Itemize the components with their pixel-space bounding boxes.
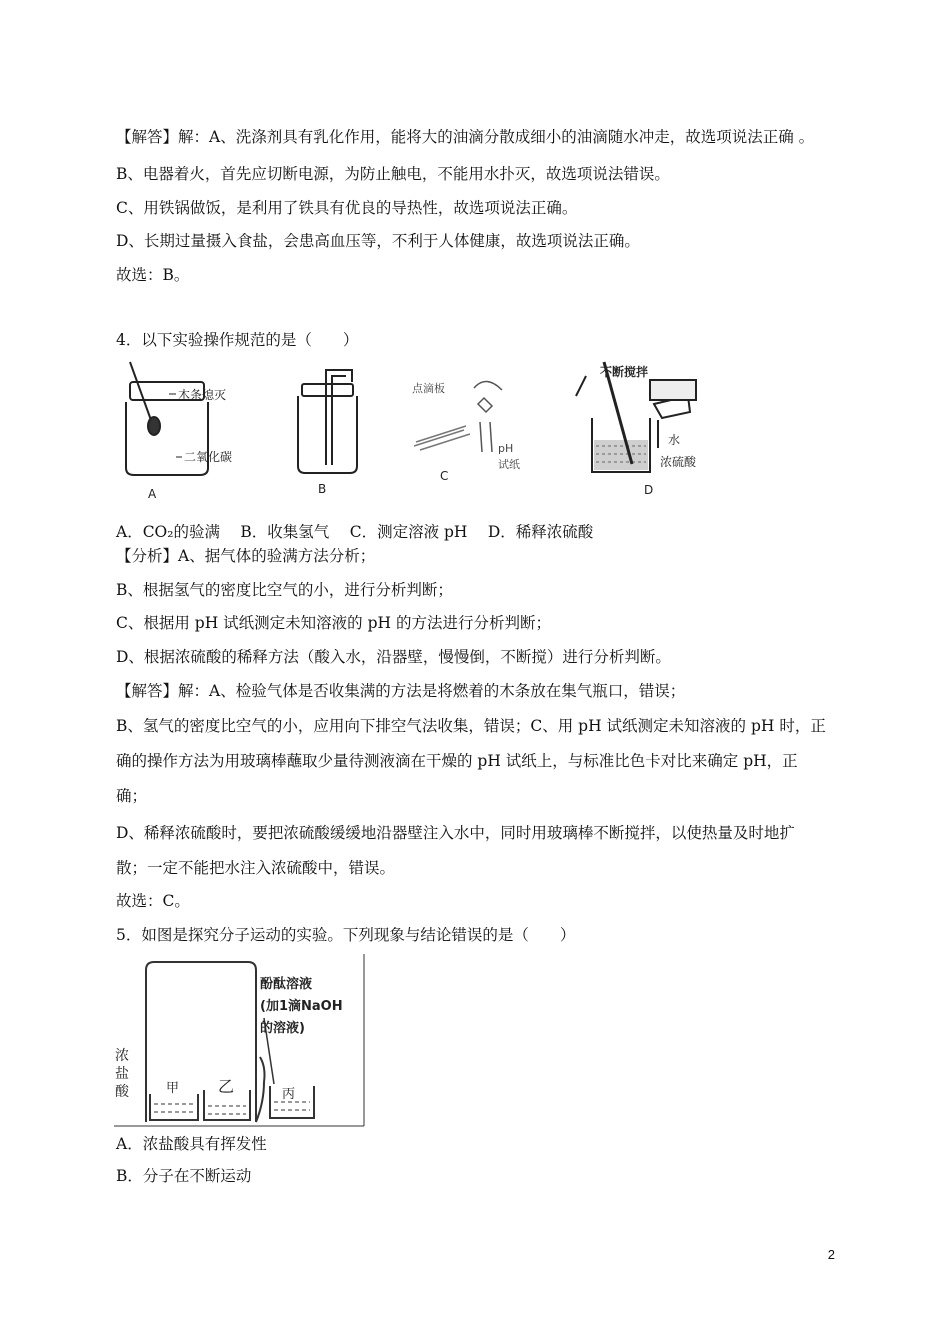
q4-answer-line-3: 确的操作方法为用玻璃棒蘸取少量待测液滴在干燥的 pH 试纸上，与标准比色卡对比来确定 pH，正: [116, 752, 798, 770]
a-label-splint: 木条熄灭: [178, 388, 227, 402]
q5-side-label-2: 盐: [115, 1066, 129, 1082]
q4-question: 4．以下实验操作规范的是（ ）: [116, 331, 359, 349]
q5-side-label-1: 浓: [115, 1048, 129, 1064]
q4-answer-line-5: D、稀释浓硫酸时，要把浓硫酸缓缓地沿器壁注入水中，同时用玻璃棒不断搅拌，以使热量及时地扩: [116, 824, 795, 842]
q4-figure: [114, 360, 704, 502]
q5-reagent-line-1: 酚酞溶液: [260, 977, 313, 992]
q3-answer-line-2: B、电器着火，首先应切断电源，为防止触电，不能用水扑灭，故选项说法错误。: [116, 165, 670, 183]
c-label-ph: pH: [498, 442, 514, 455]
figure-b-gas-jar: [298, 370, 357, 473]
d-label-stir: 不断搅拌: [600, 365, 649, 379]
q4-figure-drawing: [114, 360, 704, 502]
q5-beaker-label-jia: 甲: [166, 1081, 180, 1096]
q4-analysis-line-4: D、根据浓硫酸的稀释方法（酸入水，沿器壁，慢慢倒，不断搅）进行分析判断。: [116, 648, 671, 666]
q3-answer-line-4: D、长期过量摄入食盐，会患高血压等，不利于人体健康，故选项说法正确。: [116, 232, 640, 250]
q5-reagent-line-3: 的溶液): [260, 1021, 305, 1036]
q3-answer-line-3: C、用铁锅做饭，是利用了铁具有优良的导热性，故选项说法正确。: [116, 199, 578, 217]
d-label-water: 水: [668, 433, 681, 447]
q5-option-b: B．分子在不断运动: [116, 1167, 252, 1185]
q4-answer-line-4: 确；: [116, 787, 148, 805]
beaker-jia: [150, 1094, 198, 1120]
q4-analysis-line-3: C、根据用 pH 试纸测定未知溶液的 pH 的方法进行分析判断；: [116, 614, 551, 632]
q5-side-label-3: 酸: [115, 1084, 129, 1100]
q4-analysis-line-2: B、根据氢气的密度比空气的小，进行分析判断；: [116, 581, 453, 599]
q4-answer-line-1: 【解答】解：A、检验气体是否收集满的方法是将燃着的木条放在集气瓶口，错误；: [116, 682, 686, 700]
q5-figure-drawing: [114, 952, 368, 1128]
q5-reagent-line-2: (加1滴NaOH: [260, 999, 343, 1014]
c-label-plate: 点滴板: [412, 382, 445, 395]
q5-option-a: A．浓盐酸具有挥发性: [116, 1135, 267, 1153]
q4-answer-line-6: 散；一定不能把水注入浓硫酸中，错误。: [116, 859, 396, 877]
q3-answer-conclusion: 故选：B。: [116, 266, 190, 284]
q4-analysis-line-1: 【分析】A、据气体的验满方法分析；: [116, 547, 376, 565]
label-b: B: [318, 482, 327, 496]
q4-answer-conclusion: 故选：C。: [116, 892, 190, 910]
a-label-co2: 二氧化碳: [184, 450, 233, 464]
q3-answer-line-1: 【解答】解：A、洗涤剂具有乳化作用，能将大的油滴分散成细小的油滴随水冲走，故选项说法正确 。: [116, 128, 815, 146]
label-a: A: [148, 487, 157, 501]
c-label-paper: 试纸: [498, 458, 520, 471]
q4-answer-line-2: B、氢气的密度比空气的小，应用向下排空气法收集，错误；C、用 pH 试纸测定未知溶液的 pH 时，正: [116, 717, 826, 735]
q5-question: 5．如图是探究分子运动的实验。下列现象与结论错误的是（ ）: [116, 926, 576, 944]
label-d: D: [644, 483, 654, 497]
page-number: 2: [827, 1247, 835, 1262]
d-label-acid: 浓硫酸: [660, 455, 697, 469]
q5-beaker-label-yi: 乙: [218, 1077, 235, 1096]
q4-options: A．CO₂的验满 B．收集氢气 C．测定溶液 pH D．稀释浓硫酸: [116, 523, 594, 541]
bell-jar: [114, 954, 364, 1126]
label-c: C: [440, 469, 449, 483]
q5-figure: [114, 952, 368, 1128]
q5-beaker-label-bing: 丙: [282, 1087, 296, 1102]
